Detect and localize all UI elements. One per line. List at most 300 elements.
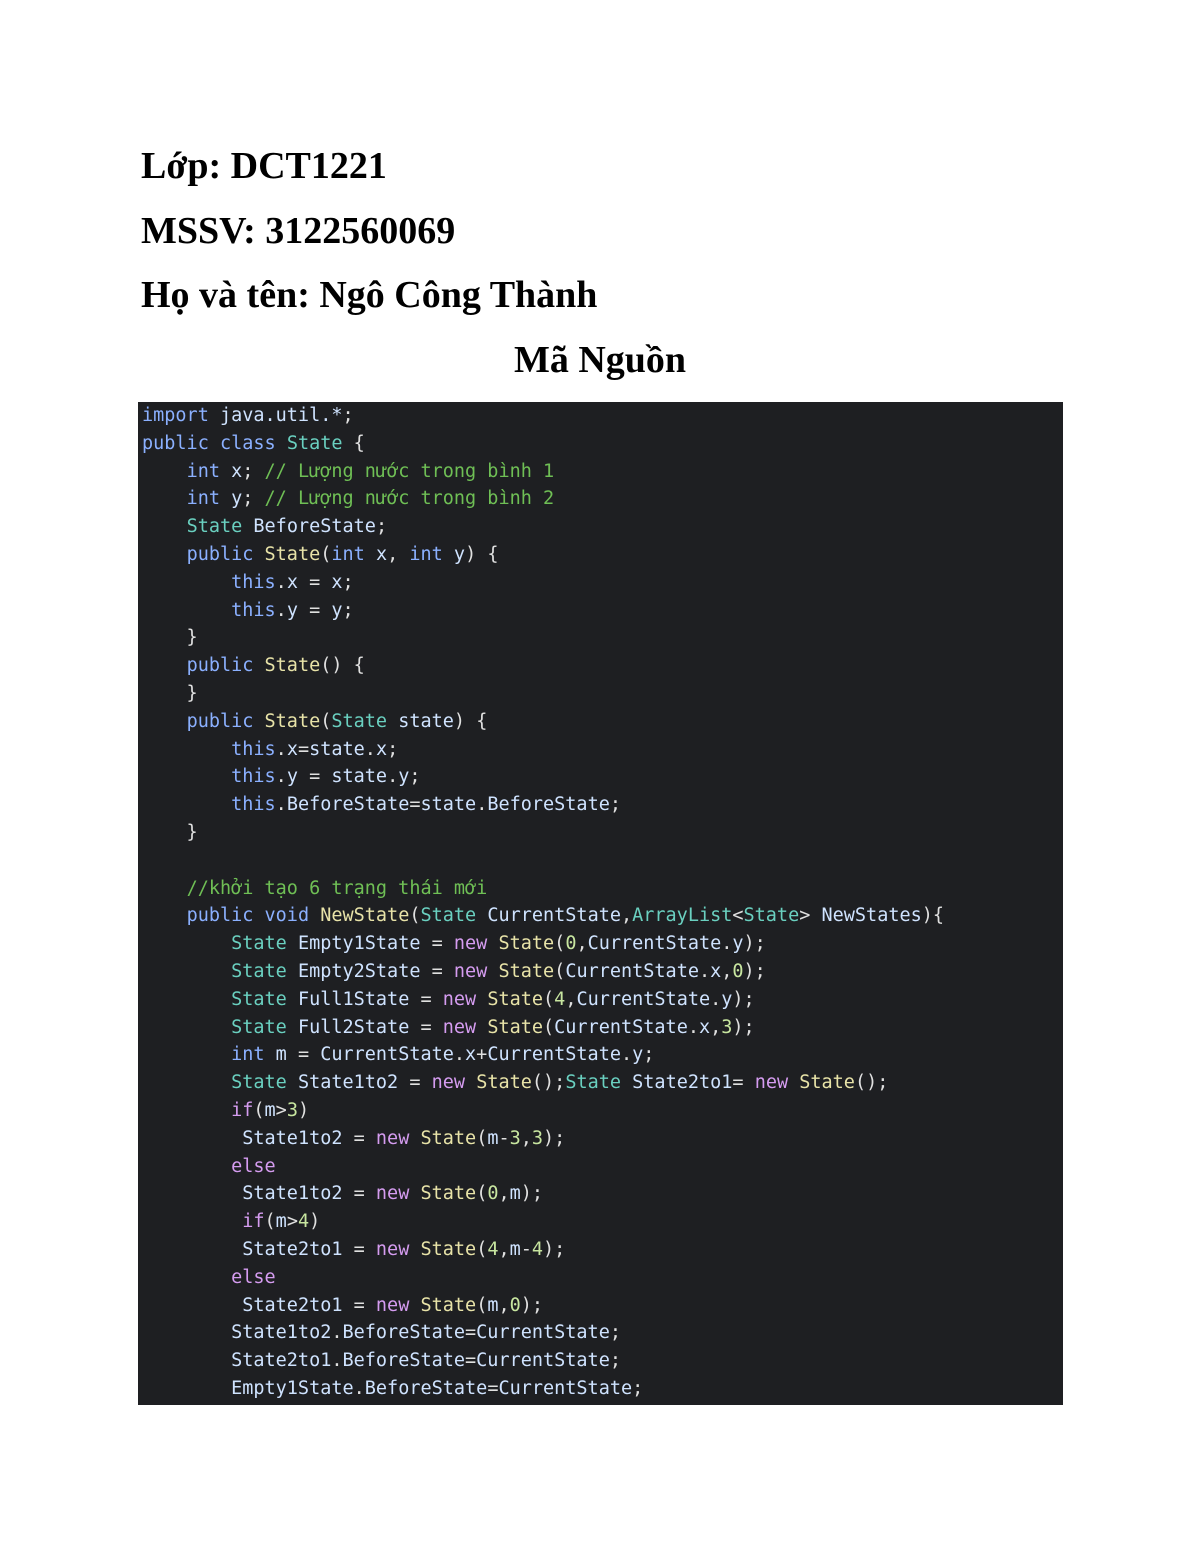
code-token: } — [142, 821, 198, 843]
code-token: . — [387, 766, 399, 788]
code-token — [142, 1295, 242, 1316]
code-token: . — [353, 1377, 365, 1399]
code-token: ); — [520, 1294, 544, 1316]
code-token: public — [186, 655, 254, 677]
code-token: > — [286, 1211, 298, 1233]
code-token: x — [231, 460, 243, 482]
code-token: State — [420, 1183, 477, 1205]
code-token: = — [420, 933, 454, 955]
code-token: Empty1State — [231, 1377, 354, 1399]
code-token: = — [409, 794, 421, 816]
code-token — [409, 1183, 420, 1204]
code-token: . — [687, 1016, 699, 1038]
code-token — [443, 544, 454, 565]
code-token: ); — [743, 933, 766, 955]
code-token: ArrayList — [632, 905, 733, 927]
code-token — [142, 1183, 242, 1204]
code-token — [142, 961, 231, 982]
code-line — [142, 1264, 944, 1292]
code-token: CurrentState — [476, 1350, 610, 1372]
code-token: State — [231, 1016, 287, 1038]
code-token: , — [721, 960, 733, 982]
code-token: State — [331, 710, 388, 732]
code-token: ) — [309, 1211, 321, 1233]
code-token: new — [431, 1072, 466, 1094]
code-token: ; — [609, 1350, 621, 1372]
code-token: else — [231, 1155, 276, 1177]
code-token: . — [721, 933, 733, 955]
code-line — [142, 847, 944, 875]
code-token — [142, 1322, 231, 1343]
code-token: ( — [320, 710, 332, 732]
code-token: java.util.* — [219, 405, 343, 426]
code-token — [142, 1128, 242, 1149]
code-token: ( — [543, 988, 555, 1010]
code-token: x — [375, 738, 388, 760]
code-line — [142, 485, 944, 513]
code-token — [142, 1211, 242, 1232]
code-token: ); — [743, 960, 766, 982]
code-token: State1to2 — [242, 1127, 343, 1149]
code-line — [142, 819, 944, 847]
code-token: ){ — [921, 905, 945, 927]
code-token: State — [743, 905, 800, 927]
code-line — [142, 1097, 944, 1125]
code-token: (); — [854, 1072, 889, 1094]
code-token: x — [375, 543, 388, 565]
code-token: 0 — [487, 1183, 499, 1205]
code-token: . — [331, 1350, 343, 1372]
student-id-line: MSSV: 3122560069 — [141, 210, 456, 252]
code-token: x — [331, 571, 343, 593]
code-token — [209, 433, 220, 454]
code-token: CurrentState — [487, 905, 621, 927]
code-token: ) { — [465, 543, 499, 565]
code-token: State — [420, 1294, 477, 1316]
code-token: State — [231, 960, 287, 982]
code-token — [142, 766, 231, 787]
code-line — [142, 763, 944, 791]
code-line — [142, 597, 944, 625]
code-token: this — [231, 766, 276, 788]
code-token: new — [375, 1127, 410, 1149]
code-token: ); — [543, 1127, 566, 1149]
code-token: = — [342, 1127, 376, 1149]
code-token: - — [520, 1238, 532, 1260]
code-token: = — [297, 766, 332, 788]
code-token: . — [331, 1322, 343, 1344]
code-token — [465, 1072, 476, 1093]
code-token: . — [275, 599, 287, 621]
code-token: = — [297, 738, 310, 760]
code-token: x — [698, 1016, 711, 1038]
section-title: Mã Nguồn — [513, 339, 687, 381]
code-token: y — [286, 599, 298, 621]
code-token — [142, 1378, 231, 1399]
code-token: State — [231, 1072, 287, 1094]
code-token — [142, 1239, 242, 1260]
code-line — [142, 624, 944, 652]
code-token: CurrentState — [587, 933, 722, 955]
code-token: ( — [476, 1294, 488, 1316]
code-token — [142, 544, 187, 565]
code-token: State — [799, 1072, 855, 1094]
code-token: this — [231, 599, 276, 621]
code-token: new — [754, 1072, 789, 1094]
code-token: ; — [375, 516, 388, 538]
code-token — [142, 794, 231, 815]
code-token: x — [286, 738, 298, 760]
code-token: , — [387, 543, 410, 565]
code-token: public — [186, 905, 254, 927]
code-token: 4 — [554, 988, 566, 1010]
code-token: , — [710, 1016, 722, 1038]
code-line — [142, 1041, 944, 1069]
code-token: 3 — [286, 1099, 298, 1121]
code-token: ); — [732, 1016, 755, 1038]
code-token: = — [342, 1183, 376, 1205]
code-token: = — [342, 1238, 376, 1260]
code-token: 3 — [509, 1127, 521, 1149]
code-token: ; — [409, 766, 421, 788]
code-token: public — [142, 432, 209, 454]
code-block — [138, 402, 1063, 1405]
code-token: . — [710, 988, 722, 1010]
code-token: BeforeState — [342, 1322, 466, 1344]
code-token: Full2State — [297, 1016, 410, 1038]
code-token: ( — [264, 1211, 276, 1233]
code-line — [142, 680, 944, 708]
code-line — [142, 902, 944, 930]
code-token — [409, 1239, 420, 1260]
code-token: ; — [632, 1377, 644, 1399]
code-token: . — [275, 571, 287, 593]
code-token: State — [264, 655, 321, 677]
code-token: { — [342, 432, 365, 454]
code-listing — [142, 402, 944, 1403]
code-token: ; — [643, 1044, 655, 1066]
code-token: // Lượng nước trong bình 1 — [264, 460, 555, 482]
code-line — [142, 736, 944, 764]
code-line — [142, 513, 944, 541]
code-token: = — [465, 1322, 477, 1344]
code-token: 0 — [509, 1294, 521, 1316]
code-token: x — [465, 1044, 477, 1066]
code-token: class — [219, 432, 276, 454]
code-token: Empty2State — [297, 960, 421, 982]
code-token: this — [231, 571, 276, 593]
code-token: x — [286, 571, 298, 593]
code-token: m — [264, 1099, 276, 1121]
code-token: ; — [609, 1322, 621, 1344]
code-token: State1to2 — [231, 1322, 332, 1344]
code-token: = — [409, 988, 443, 1010]
code-line — [142, 708, 944, 736]
code-token — [409, 1295, 420, 1316]
code-token — [142, 655, 187, 676]
code-token: new — [375, 1183, 410, 1205]
code-token: = — [409, 1016, 443, 1038]
code-token: + — [476, 1044, 488, 1066]
code-token — [487, 933, 498, 954]
code-token: //khởi tạo 6 trạng thái mới — [186, 877, 488, 899]
code-token: < — [732, 905, 744, 927]
code-token: . — [275, 794, 287, 816]
code-token: CurrentState — [576, 988, 711, 1010]
code-token: this — [231, 794, 276, 816]
code-token: 3 — [531, 1127, 544, 1149]
code-token: y — [453, 543, 466, 565]
code-token — [142, 1100, 231, 1121]
code-token: CurrentState — [487, 1044, 621, 1066]
code-token — [142, 516, 187, 537]
code-line — [142, 402, 944, 430]
code-token: state — [309, 738, 365, 760]
code-line — [142, 569, 944, 597]
code-token: . — [364, 738, 376, 760]
code-token: > — [799, 905, 822, 927]
code-token: } — [142, 627, 198, 649]
code-token: NewStates — [821, 905, 922, 927]
code-token: int — [231, 1044, 265, 1066]
code-token: . — [620, 1044, 633, 1066]
code-line — [142, 1319, 944, 1347]
code-token: , — [498, 1183, 510, 1205]
code-token: ( — [320, 543, 332, 565]
code-token — [409, 1128, 420, 1149]
code-token: State1to2 — [242, 1183, 343, 1205]
code-token: , — [576, 933, 588, 955]
code-token: , — [498, 1294, 510, 1316]
code-token: int — [186, 488, 220, 510]
code-token: State — [498, 933, 555, 955]
code-token — [142, 1044, 231, 1065]
code-token — [287, 961, 298, 982]
code-line — [142, 1347, 944, 1375]
code-token: 0 — [732, 960, 744, 982]
code-token: State — [487, 988, 544, 1010]
code-token: State — [420, 1127, 477, 1149]
code-token — [253, 905, 264, 926]
code-token — [142, 878, 187, 899]
code-token: new — [453, 933, 488, 955]
code-token — [142, 461, 187, 482]
code-token: if — [231, 1099, 254, 1121]
code-token: ; — [342, 571, 354, 593]
code-token: = — [297, 599, 332, 621]
code-token: ( — [543, 1016, 555, 1038]
code-token — [621, 1072, 632, 1093]
code-token: Empty1State — [297, 933, 421, 955]
code-token — [142, 1156, 231, 1177]
code-token: ; — [342, 599, 354, 621]
code-token: m — [487, 1294, 499, 1316]
code-token: ( — [476, 1238, 488, 1260]
code-token: int — [331, 543, 365, 565]
code-token: . — [476, 794, 488, 816]
code-token: (); — [531, 1072, 566, 1094]
code-token: 4 — [297, 1211, 310, 1233]
code-token: ( — [554, 960, 566, 982]
code-token: , — [498, 1238, 510, 1260]
code-token: void — [264, 905, 310, 927]
code-token: 4 — [487, 1238, 499, 1260]
code-token — [287, 1072, 298, 1093]
code-token: , — [565, 988, 577, 1010]
code-token: 0 — [565, 933, 577, 955]
code-line — [142, 1375, 944, 1403]
code-token: new — [375, 1294, 410, 1316]
code-token: = — [487, 1377, 499, 1399]
code-token: ; — [242, 488, 265, 510]
code-token — [287, 933, 298, 954]
code-token — [142, 1267, 231, 1288]
code-token — [253, 711, 264, 732]
code-token: Full1State — [297, 988, 410, 1010]
code-token: State — [186, 516, 243, 538]
code-token: x — [710, 960, 722, 982]
code-token: = — [286, 1044, 321, 1066]
code-token: m — [275, 1044, 287, 1066]
code-token — [142, 905, 187, 926]
code-token: CurrentState — [554, 1016, 688, 1038]
code-token: m — [275, 1211, 287, 1233]
code-token: ); — [732, 988, 755, 1010]
code-line — [142, 986, 944, 1014]
code-token — [476, 1017, 487, 1038]
code-token: NewState — [320, 905, 410, 927]
code-token — [476, 989, 487, 1010]
code-token: State — [498, 960, 555, 982]
code-line — [142, 1014, 944, 1042]
code-token: , — [520, 1127, 532, 1149]
code-token: > — [275, 1099, 287, 1121]
code-token — [142, 711, 187, 732]
code-token: BeforeState — [253, 516, 376, 538]
code-line — [142, 1125, 944, 1153]
code-token: this — [231, 738, 276, 760]
code-token: m — [509, 1183, 521, 1205]
code-token — [142, 989, 231, 1010]
code-token: . — [275, 766, 287, 788]
code-token: 3 — [721, 1016, 733, 1038]
code-token: State2to1 — [242, 1294, 343, 1316]
code-token: 4 — [531, 1238, 544, 1260]
code-token — [487, 961, 498, 982]
code-token: State — [264, 543, 321, 565]
code-token — [142, 1072, 231, 1093]
code-line — [142, 1069, 944, 1097]
code-token: State — [476, 1072, 532, 1094]
code-token: = — [297, 571, 332, 593]
code-line — [142, 652, 944, 680]
code-token: ); — [543, 1238, 566, 1260]
code-token — [142, 739, 231, 760]
code-line — [142, 430, 944, 458]
code-token — [265, 1044, 276, 1065]
code-token: . — [698, 960, 711, 982]
code-token: ( — [253, 1099, 265, 1121]
code-token — [220, 461, 231, 482]
code-token — [220, 488, 231, 509]
code-token: - — [498, 1127, 510, 1149]
code-token: . — [453, 1044, 466, 1066]
code-token: = — [465, 1350, 477, 1372]
code-token: State — [286, 432, 343, 454]
code-token: CurrentState — [498, 1377, 633, 1399]
code-token — [142, 1017, 231, 1038]
code-token — [276, 433, 287, 454]
code-token: new — [442, 1016, 477, 1038]
code-token: } — [142, 682, 198, 704]
code-token: ( — [476, 1183, 488, 1205]
code-token: BeforeState — [286, 794, 410, 816]
code-token: CurrentState — [476, 1322, 610, 1344]
code-token — [209, 405, 220, 426]
code-token: State2to1 — [632, 1072, 733, 1094]
code-token: State — [420, 905, 477, 927]
code-token: y — [286, 766, 298, 788]
code-token: int — [186, 460, 220, 482]
code-token: y — [398, 766, 410, 788]
code-token: y — [732, 933, 744, 955]
code-token: m — [487, 1127, 499, 1149]
code-token: y — [721, 988, 733, 1010]
code-token: State2to1 — [242, 1238, 343, 1260]
code-token — [142, 488, 187, 509]
code-token: ; — [609, 794, 621, 816]
code-token: y — [331, 599, 343, 621]
code-token: ( — [409, 905, 421, 927]
code-token: else — [231, 1266, 276, 1288]
code-line — [142, 875, 944, 903]
code-token: ) — [297, 1099, 310, 1121]
code-token: State2to1 — [231, 1350, 332, 1372]
code-token: = — [420, 960, 454, 982]
code-token — [142, 572, 231, 593]
code-token: m — [509, 1238, 521, 1260]
code-token: if — [242, 1211, 265, 1233]
code-token: y — [231, 488, 243, 510]
code-token: State — [487, 1016, 544, 1038]
code-token — [365, 544, 376, 565]
code-token: State — [231, 988, 287, 1010]
code-token — [242, 516, 253, 537]
code-token: ; — [387, 738, 399, 760]
code-token: ) { — [453, 710, 488, 732]
code-token: State — [420, 1238, 477, 1260]
code-token — [476, 905, 487, 926]
student-name-line: Họ và tên: Ngô Công Thành — [141, 274, 598, 316]
code-line — [142, 458, 944, 486]
code-token: ; — [342, 405, 354, 426]
code-token: state — [420, 794, 477, 816]
code-token: State — [231, 933, 287, 955]
code-line — [142, 1153, 944, 1181]
code-token: y — [632, 1044, 644, 1066]
code-token: State1to2 — [297, 1072, 399, 1094]
code-token — [142, 933, 231, 954]
code-token — [309, 905, 320, 926]
code-token: BeforeState — [364, 1377, 488, 1399]
code-token — [142, 600, 231, 621]
code-token: CurrentState — [565, 960, 699, 982]
code-token: = — [342, 1294, 376, 1316]
code-token — [287, 1017, 298, 1038]
code-token: State — [264, 710, 321, 732]
code-token: State — [565, 1072, 622, 1094]
code-line — [142, 1208, 944, 1236]
